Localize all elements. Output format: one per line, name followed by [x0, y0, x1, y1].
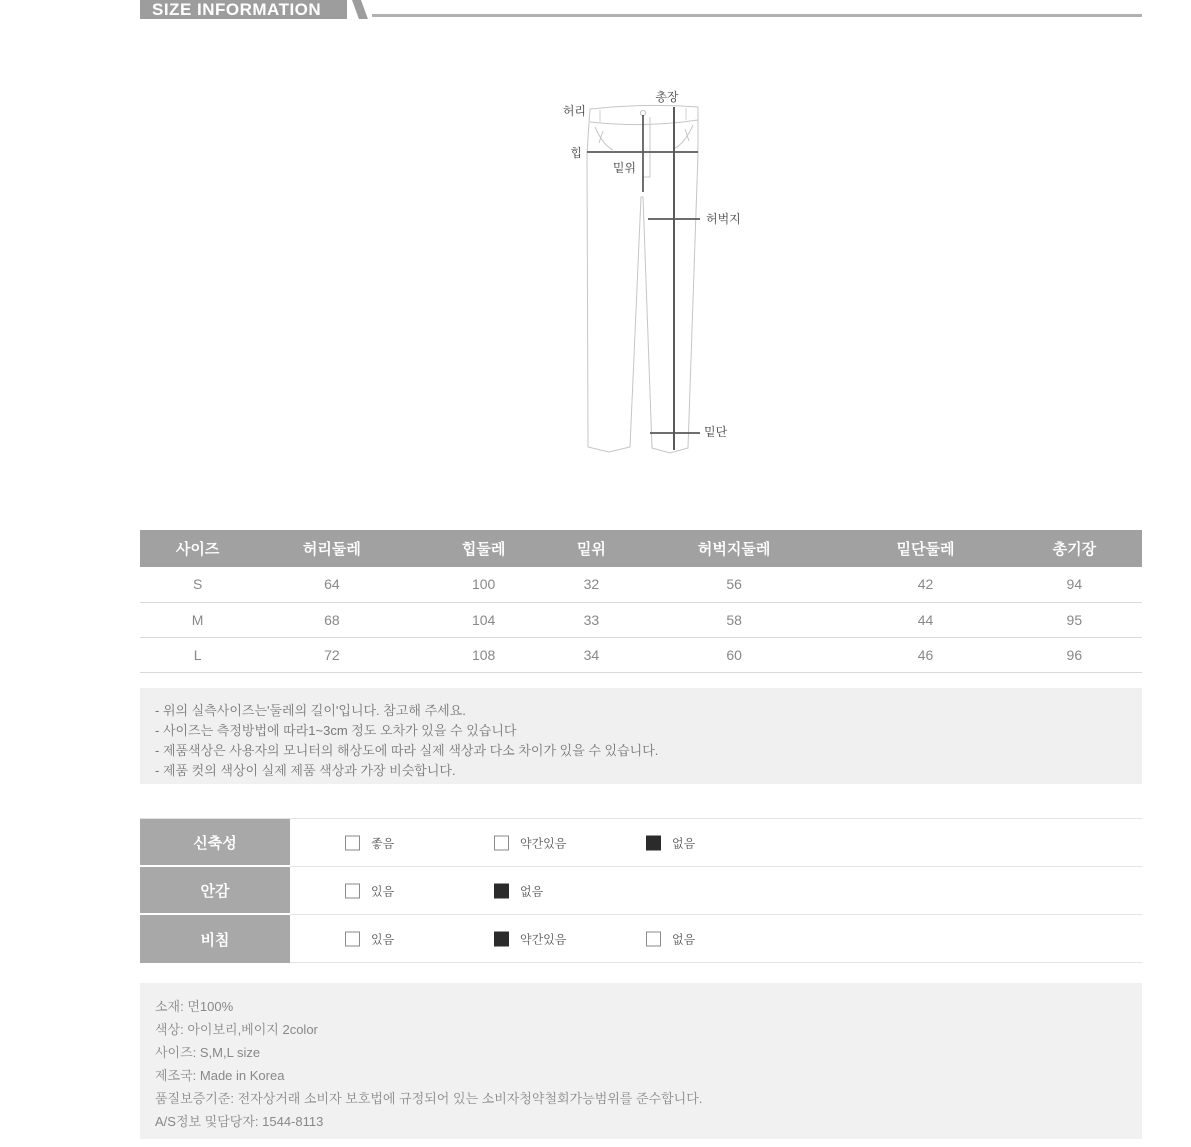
checkbox-icon	[646, 931, 661, 946]
property-label: 안감	[140, 867, 290, 915]
size-notes-box	[140, 688, 1142, 784]
option-label: 없음	[672, 836, 696, 850]
size-table	[140, 530, 1142, 673]
info-line-warranty: 품질보증기준: 전자상거래 소비자 보호법에 규정되어 있는 소비자청약철회가능범위를 준수합니다.	[155, 1091, 703, 1106]
info-line-material: 소재: 면100%	[155, 999, 234, 1014]
rise-label: 밑위	[612, 161, 636, 175]
cell: 44	[844, 602, 1006, 637]
table-row-m	[140, 602, 1142, 637]
hip-label: 힙	[570, 146, 582, 160]
checkbox-icon	[646, 835, 661, 850]
col-hip: 힙둘레	[409, 530, 559, 567]
cell: 33	[559, 602, 624, 637]
option-label: 없음	[672, 932, 696, 946]
option	[646, 834, 695, 851]
option	[494, 882, 543, 899]
table-row-l	[140, 637, 1142, 672]
info-line-color: 색상: 아이보리,베이지 2color	[155, 1022, 318, 1037]
checkbox-icon	[345, 883, 360, 898]
cell: 95	[1007, 602, 1142, 637]
info-line-size: 사이즈: S,M,L size	[155, 1045, 261, 1060]
cell: 32	[559, 567, 624, 602]
cell: 100	[409, 567, 559, 602]
option	[494, 930, 566, 947]
title-slant-decoration	[352, 0, 368, 19]
cell: 34	[559, 637, 624, 672]
info-line-origin: 제조국: Made in Korea	[155, 1068, 285, 1083]
checkbox-icon	[494, 883, 509, 898]
section-title-bar	[140, 0, 347, 19]
property-row-sheerness	[140, 915, 1142, 963]
checkbox-icon	[345, 835, 360, 850]
property-options	[290, 819, 1142, 867]
product-info-box	[140, 983, 1142, 1139]
col-length: 총기장	[1007, 530, 1142, 567]
property-row-elasticity	[140, 819, 1142, 867]
option-label: 좋음	[371, 836, 395, 850]
cell: 72	[255, 637, 408, 672]
option	[494, 834, 566, 851]
checkbox-icon	[494, 931, 509, 946]
note-line: - 제품색상은 사용자의 모니터의 해상도에 따라 실제 색상과 다소 차이가 있을 수 있습니다.	[155, 743, 659, 758]
cell: 64	[255, 567, 408, 602]
property-label: 신축성	[140, 819, 290, 867]
size-table-header-row	[140, 530, 1142, 567]
option	[345, 930, 394, 947]
hem-label: 밑단	[704, 425, 728, 439]
property-label: 비침	[140, 915, 290, 963]
option-label: 약간있음	[520, 932, 567, 946]
property-options	[290, 867, 1142, 915]
option-label: 없음	[520, 884, 544, 898]
option-label: 약간있음	[520, 836, 567, 850]
col-rise: 밑위	[559, 530, 624, 567]
cell: 56	[624, 567, 844, 602]
property-options	[290, 915, 1142, 963]
total-length-label: 총장	[655, 90, 679, 104]
property-row-lining	[140, 867, 1142, 915]
waist-label: 허리	[562, 104, 586, 118]
title-underline	[372, 14, 1142, 17]
option	[345, 834, 394, 851]
cell: 68	[255, 602, 408, 637]
button-detail	[640, 110, 645, 115]
pants-measurement-diagram	[555, 85, 755, 465]
thigh-label: 허벅지	[706, 212, 741, 226]
col-hem: 밑단둘레	[844, 530, 1006, 567]
cell: 46	[844, 637, 1006, 672]
option	[646, 930, 695, 947]
cell: S	[140, 567, 255, 602]
checkbox-icon	[345, 931, 360, 946]
cell: L	[140, 637, 255, 672]
col-thigh: 허벅지둘레	[624, 530, 844, 567]
info-line-as-contact: A/S정보 및담당자: 1544-8113	[155, 1114, 324, 1129]
waistband-line	[590, 120, 698, 125]
cell: 94	[1007, 567, 1142, 602]
cell: 58	[624, 602, 844, 637]
option	[345, 882, 394, 899]
cell: 60	[624, 637, 844, 672]
note-line: - 제품 컷의 색상이 실제 제품 색상과 가장 비슷합니다.	[155, 763, 456, 778]
col-waist: 허리둘레	[255, 530, 408, 567]
cell: 42	[844, 567, 1006, 602]
cell: 108	[409, 637, 559, 672]
option-label: 있음	[371, 932, 395, 946]
fabric-properties-table	[140, 818, 1142, 963]
table-row-s	[140, 567, 1142, 602]
cell: M	[140, 602, 255, 637]
rise-bracket	[643, 117, 650, 177]
cell: 96	[1007, 637, 1142, 672]
col-size: 사이즈	[140, 530, 255, 567]
right-pocket	[675, 125, 693, 148]
note-line: - 사이즈는 측정방법에 따라1~3cm 정도 오차가 있을 수 있습니다	[155, 723, 517, 738]
left-pocket	[595, 127, 613, 150]
section-title: SIZE INFORMATION	[152, 0, 322, 19]
cell: 104	[409, 602, 559, 637]
option-label: 있음	[371, 884, 395, 898]
note-line: - 위의 실측사이즈는'둘레의 길이'입니다. 참고해 주세요.	[155, 703, 466, 718]
checkbox-icon	[494, 835, 509, 850]
